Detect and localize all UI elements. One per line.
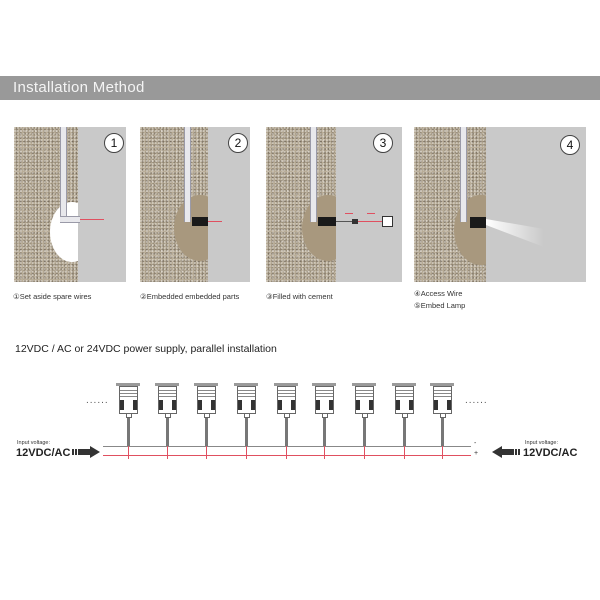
step-4-caption: ④Access Wire <box>414 289 463 298</box>
embedded-part <box>192 217 208 226</box>
step-badge-3: 3 <box>373 133 393 153</box>
conduit-pipe <box>310 127 317 222</box>
direction-mark <box>345 213 353 214</box>
negative-bus <box>103 446 471 447</box>
lamp-wire <box>358 221 382 222</box>
positive-sign: + <box>474 450 479 457</box>
conduit-bend <box>60 216 80 223</box>
step-2-caption: ②Embedded embedded parts <box>140 292 240 301</box>
step-badge-4: 4 <box>560 135 580 155</box>
step-badge-1: 1 <box>104 133 124 153</box>
step-3-caption: ③Filled with cement <box>266 292 333 301</box>
arrow-left-icon <box>492 446 522 458</box>
step-4-illustration <box>414 127 586 282</box>
wiring-subtitle: 12VDC / AC or 24VDC power supply, parallel installation <box>15 343 277 355</box>
installed-lamp <box>470 217 486 228</box>
left-input-value: 12VDC/AC <box>16 447 71 459</box>
light-beam-icon <box>486 215 546 255</box>
embedded-part <box>318 217 336 226</box>
positive-bus <box>103 455 471 456</box>
left-input-label: Input voltage: <box>17 440 51 446</box>
step-5-caption: ⑤Embed Lamp <box>414 301 466 310</box>
section-header <box>0 76 600 100</box>
ellipsis-right: ...... <box>465 395 488 406</box>
negative-sign: - <box>474 440 477 447</box>
ellipsis-left: ...... <box>86 395 109 406</box>
conduit-pipe <box>460 127 467 222</box>
spare-wire <box>80 219 104 220</box>
step-3-illustration <box>266 127 402 282</box>
conduit-pipe <box>60 127 67 219</box>
right-input-label: Input voltage: <box>525 440 559 446</box>
direction-mark <box>367 213 375 214</box>
wire <box>208 221 222 222</box>
lamp-unit <box>382 216 393 227</box>
step-badge-2: 2 <box>228 133 248 153</box>
step-1-illustration <box>14 127 126 282</box>
step-2-illustration <box>140 127 250 282</box>
step-1-caption: ①Set aside spare wires <box>13 292 92 301</box>
section-title: Installation Method <box>13 79 145 96</box>
conduit-pipe <box>184 127 191 222</box>
arrow-right-icon <box>72 446 102 458</box>
right-input-value: 12VDC/AC <box>523 447 578 459</box>
